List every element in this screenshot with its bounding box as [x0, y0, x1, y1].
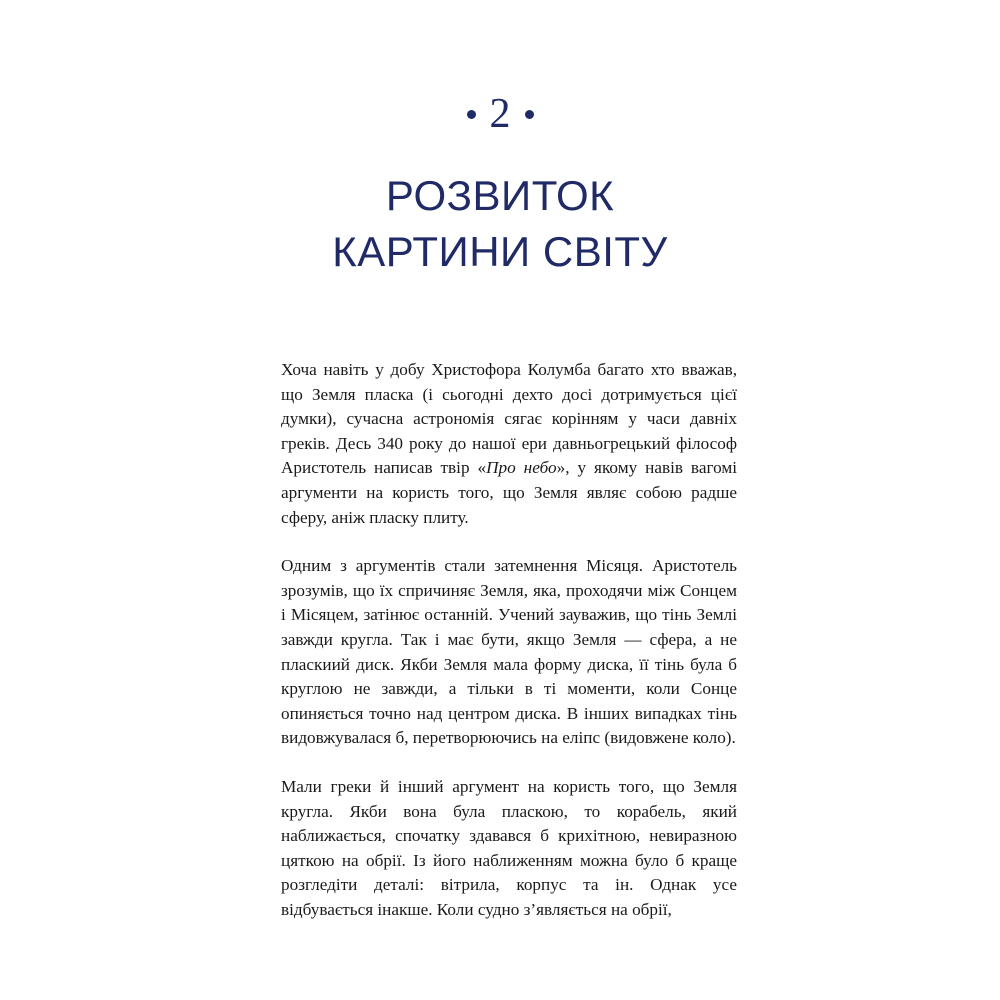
chapter-number-value: 2	[489, 91, 511, 137]
body-text	[281, 358, 737, 946]
paragraph-3: Мали греки й інший аргумент на користь того, що Земля кругла. Якби вона була пласкою, то корабель, який наближається, спочатку здавався б крихітною, невиразною цяткою на обрії. Із його наближенням можна було б краще розгледіти деталі: вітрила, корпус та ін. Однак усе відбувається інакше. Коли судно з’являється на обрії,	[281, 776, 737, 919]
paragraph-1-text-start: Хоча навіть у добу Христофора Колумба багато хто вважав, що Земля пласка (і сьогодні дехто досі дотримується цієї думки), сучасна астрономія сягає корінням у часи давніх греків. Десь 340 року до нашої ери давньогрецький філософ Аристотель написав твір «	[281, 360, 737, 478]
book-title-italic: Про небо	[486, 458, 557, 478]
chapter-title-line-1: РОЗВИТОК	[385, 172, 615, 219]
chapter-title	[0, 168, 1000, 280]
chapter-title-line-2: КАРТИНИ СВІТУ	[332, 228, 668, 275]
bullet-dot-icon	[525, 110, 534, 119]
bullet-dot-icon	[467, 110, 476, 119]
paragraph-1	[281, 358, 737, 530]
chapter-number	[0, 90, 1000, 138]
paragraph-2: Одним з аргументів стали затемнення Місяця. Аристотель зрозумів, що їх спричиняє Земля, яка, проходячи між Сонцем і Місяцем, затінює останній. Учений зауважив, що тінь Землі завжди кругла. Так і має бути, якщо Земля — сфера, а не пласкиий диск. Якби Земля мала форму диска, її тінь була б круглою не завжди, а тільки в ті моменти, коли Сонце опиняється точно над центром диска. В інших випадках тінь видовжувалася б, перетворюючись на еліпс (видовжене коло).	[281, 556, 737, 748]
paragraph-1-text-end: », у якому навів вагомі аргументи на користь того, що Земля являє собою радше сферу, аніж пласку плиту.	[281, 458, 737, 527]
